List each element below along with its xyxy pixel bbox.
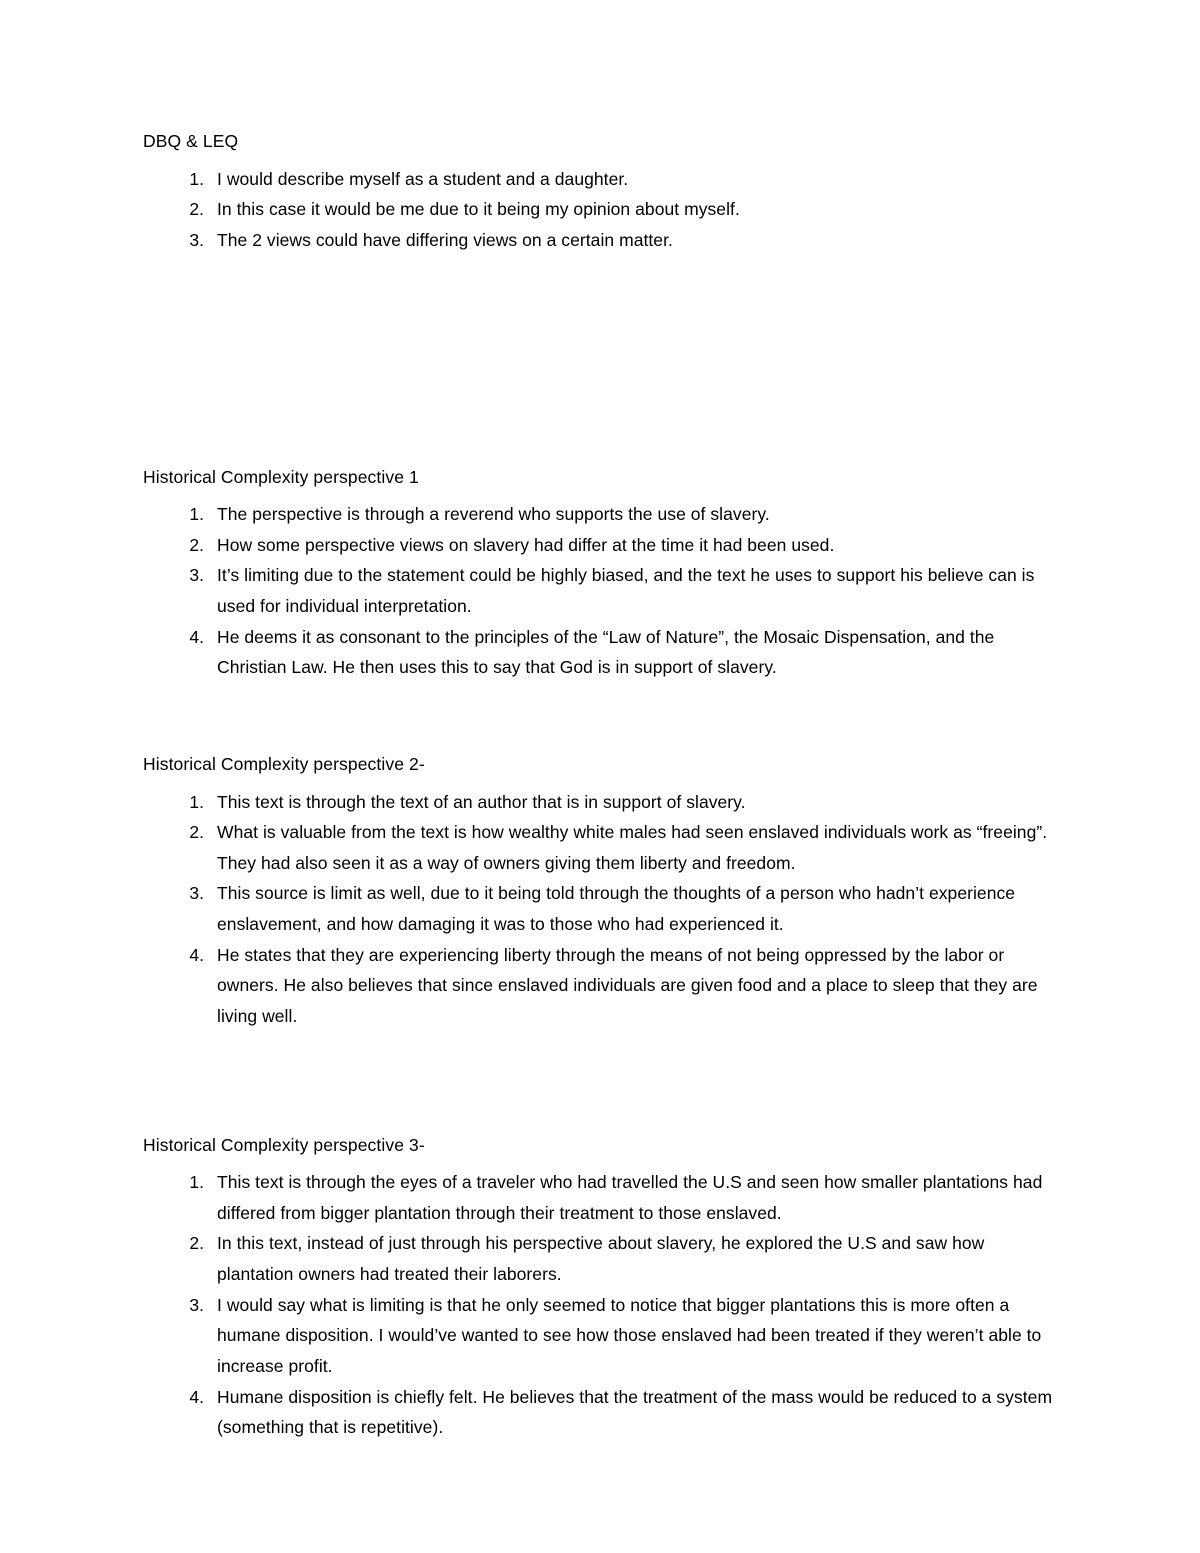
list-item: 3. This source is limit as well, due to it being told through the thoughts of a person who hadn’t experience enslavement, and how damaging it was to those who had experienced it. xyxy=(209,878,1063,939)
document-body xyxy=(143,130,1063,1443)
section-perspective-1 xyxy=(143,466,1063,683)
spacer xyxy=(143,256,1063,466)
list-item: 3. The 2 views could have differing views on a certain matter. xyxy=(209,225,1063,256)
section-perspective-2 xyxy=(143,753,1063,1032)
list-item: 1. This text is through the eyes of a traveler who had travelled the U.S and seen how smaller plantations had differed from bigger plantation through their treatment to those enslaved. xyxy=(209,1167,1063,1228)
list-item: 1. The perspective is through a reverend who supports the use of slavery. xyxy=(209,499,1063,530)
list-item: 2. In this text, instead of just through his perspective about slavery, he explored the U.S and saw how plantation owners had treated their laborers. xyxy=(209,1228,1063,1289)
list-item: 3. I would say what is limiting is that he only seemed to notice that bigger plantations this is more often a humane disposition. I would’ve wanted to see how those enslaved had been treated if they weren’t able to increase profit. xyxy=(209,1290,1063,1382)
spacer xyxy=(143,683,1063,753)
list-perspective-1 xyxy=(143,499,1063,683)
list-item: 1. This text is through the text of an author that is in support of slavery. xyxy=(209,787,1063,818)
list-item: 4. Humane disposition is chiefly felt. He believes that the treatment of the mass would be reduced to a system (something that is repetitive). xyxy=(209,1382,1063,1443)
list-item: 2. How some perspective views on slavery had differ at the time it had been used. xyxy=(209,530,1063,561)
list-item: 2. What is valuable from the text is how wealthy white males had seen enslaved individuals work as “freeing”. They had also seen it as a way of owners giving them liberty and freedom. xyxy=(209,817,1063,878)
section-heading-perspective-2: Historical Complexity perspective 2- xyxy=(143,753,425,774)
list-dbq-leq xyxy=(143,164,1063,256)
section-heading-perspective-1: Historical Complexity perspective 1 xyxy=(143,466,419,487)
page-title: DBQ & LEQ xyxy=(143,131,239,151)
list-item: 4. He states that they are experiencing liberty through the means of not being oppressed by the labor or owners. He also believes that since enslaved individuals are given food and a place to sleep that they are living well. xyxy=(209,940,1063,1032)
spacer xyxy=(143,1032,1063,1134)
list-item: 2. In this case it would be me due to it being my opinion about myself. xyxy=(209,194,1063,225)
section-heading-perspective-3: Historical Complexity perspective 3- xyxy=(143,1134,425,1155)
list-perspective-2 xyxy=(143,787,1063,1032)
list-item: 1. I would describe myself as a student and a daughter. xyxy=(209,164,1063,195)
section-dbq-leq xyxy=(143,130,1063,256)
list-item: 4. He deems it as consonant to the principles of the “Law of Nature”, the Mosaic Dispensation, and the Christian Law. He then uses this to say that God is in support of slavery. xyxy=(209,622,1063,683)
list-item: 3. It’s limiting due to the statement could be highly biased, and the text he uses to support his believe can is used for individual interpretation. xyxy=(209,560,1063,621)
section-perspective-3 xyxy=(143,1134,1063,1443)
list-perspective-3 xyxy=(143,1167,1063,1443)
